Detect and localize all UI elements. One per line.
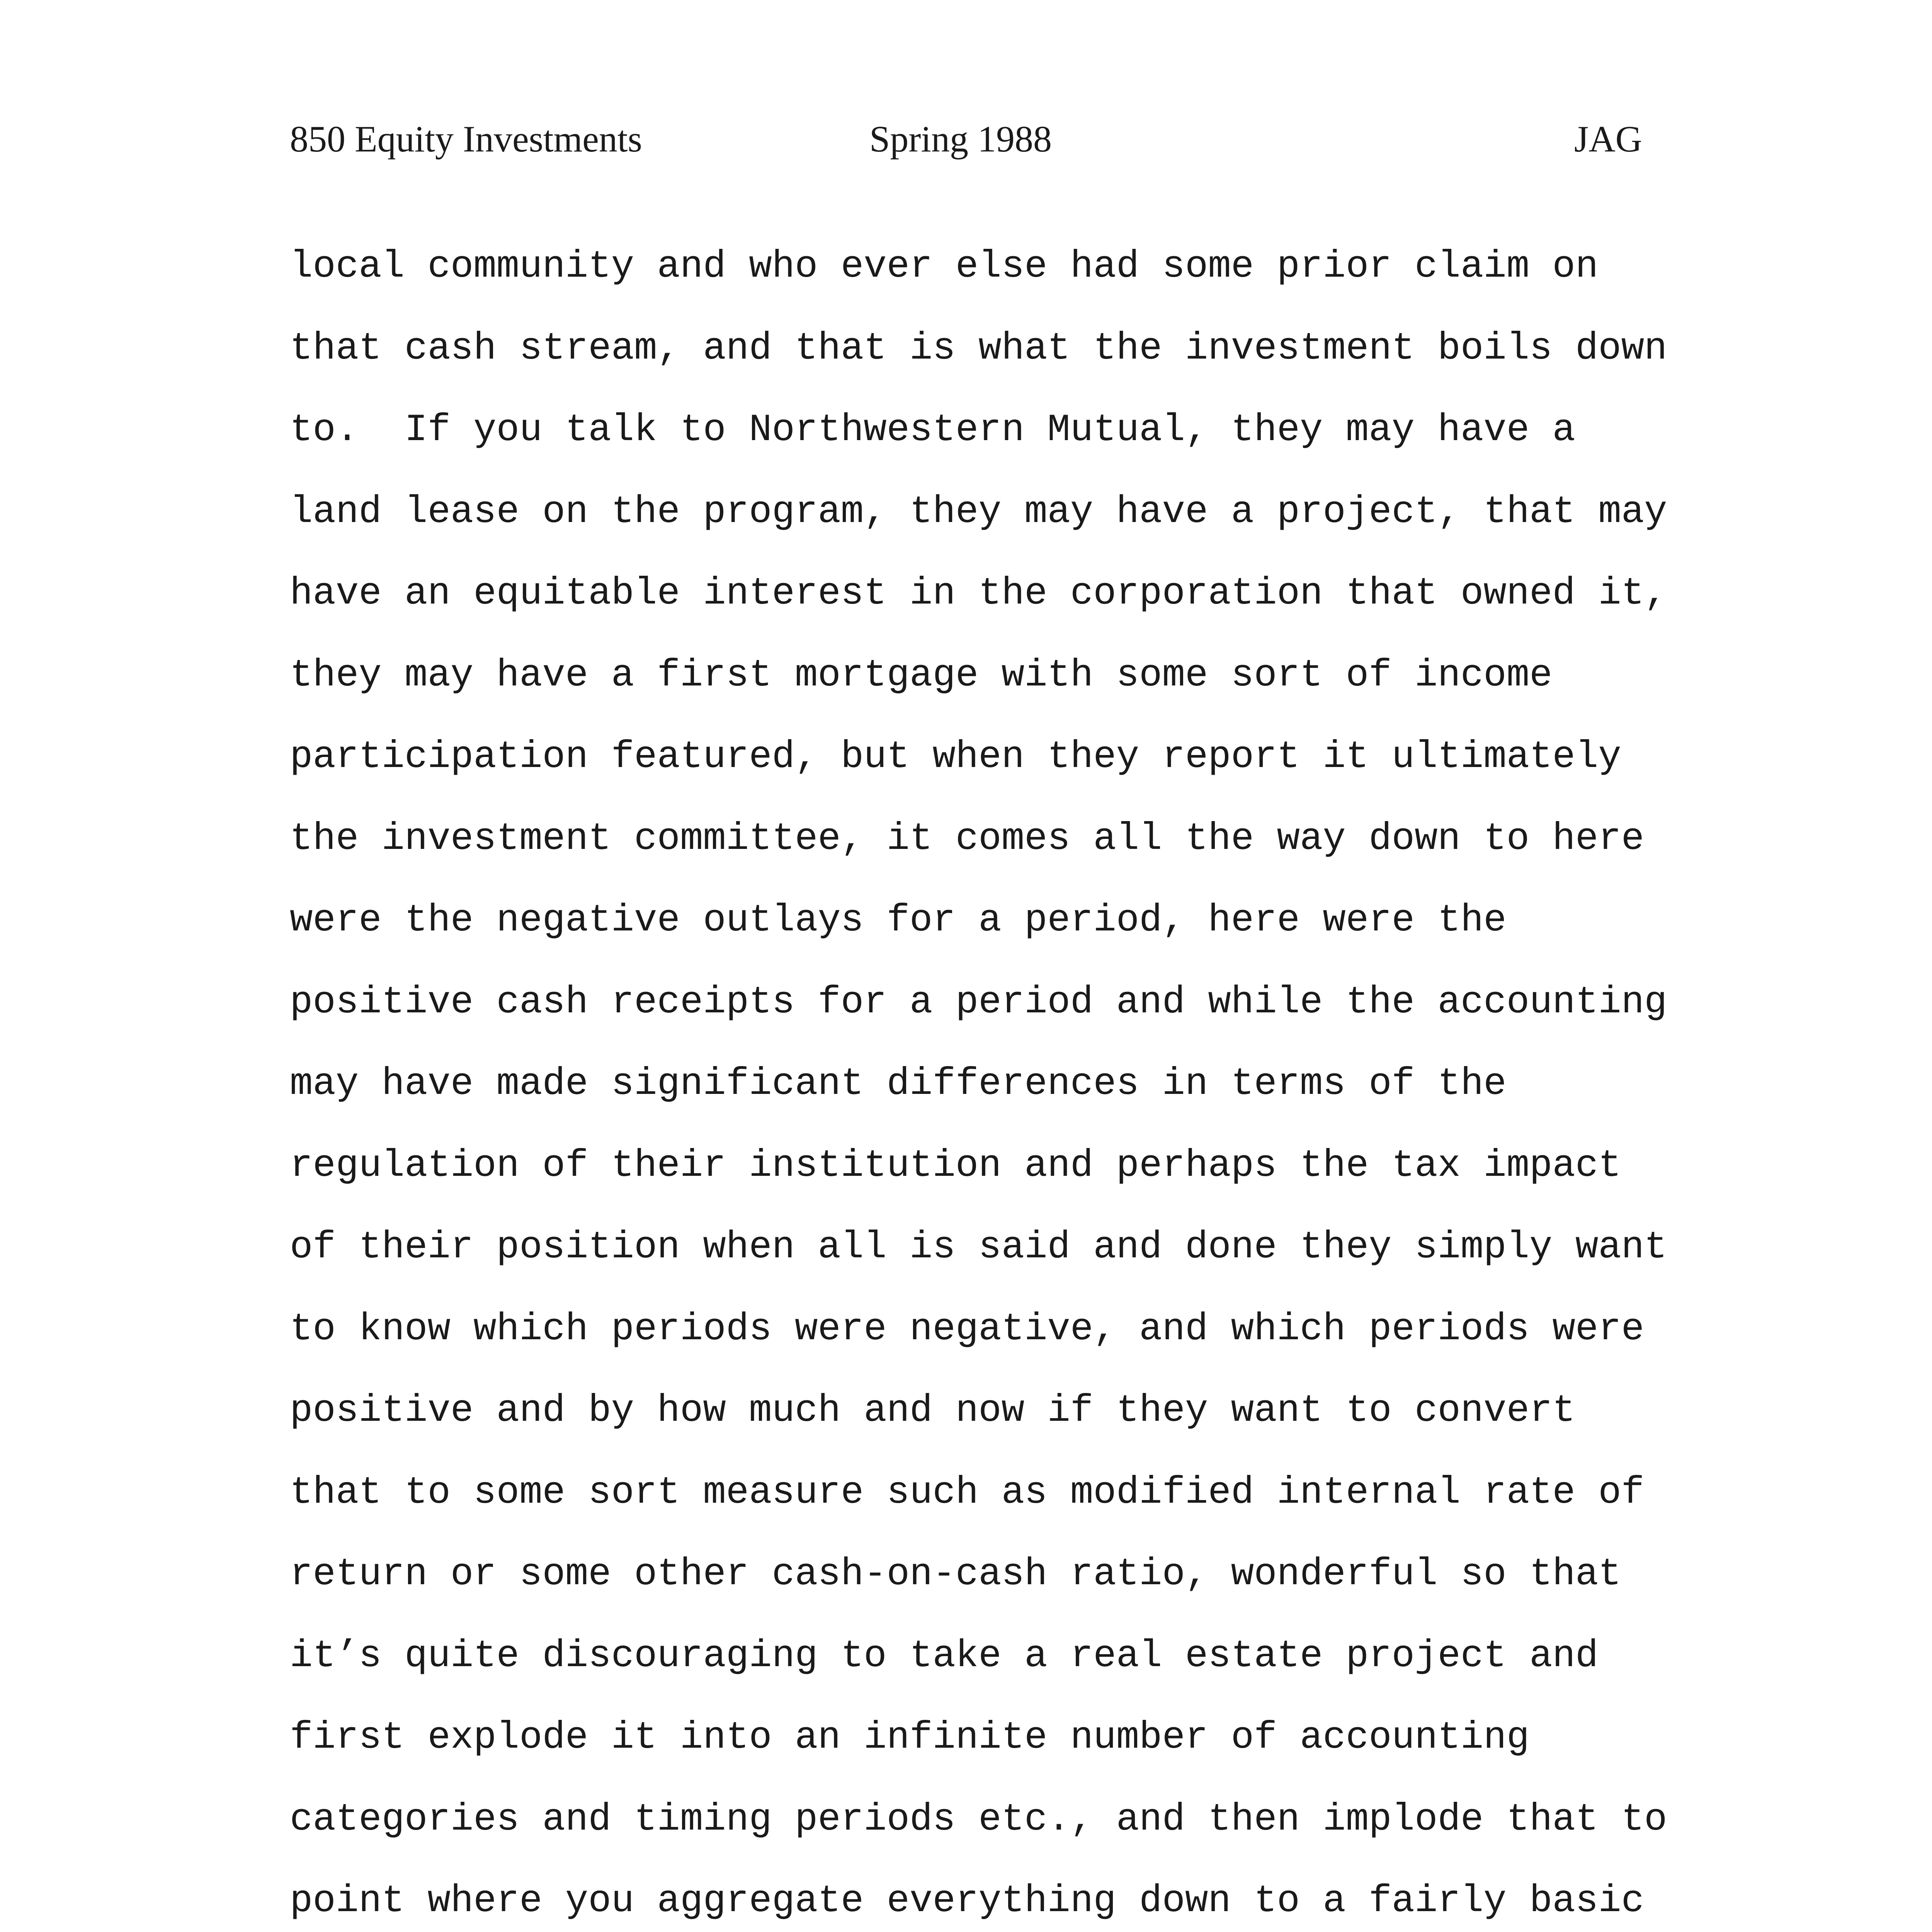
- text-line: of their position when all is said and done they simply want: [290, 1226, 1667, 1269]
- text-line: participation featured, but when they report it ultimately: [290, 735, 1621, 779]
- text-line: land lease on the program, they may have a project, that may: [290, 490, 1667, 534]
- text-line: point where you aggregate everything down to a fairly basic: [290, 1879, 1645, 1923]
- text-line: it’s quite discouraging to take a real estate project and: [290, 1634, 1599, 1678]
- text-line: to. If you talk to Northwestern Mutual, they may have a: [290, 408, 1575, 452]
- text-line: have an equitable interest in the corporation that owned it,: [290, 572, 1667, 615]
- text-line: regulation of their institution and perhaps the tax impact: [290, 1144, 1621, 1187]
- text-line: first explode it into an infinite number of accounting: [290, 1716, 1530, 1759]
- text-line: categories and timing periods etc., and then implode that to: [290, 1798, 1667, 1841]
- body-text: [290, 226, 1719, 1932]
- text-line: positive cash receipts for a period and while the accounting: [290, 980, 1667, 1024]
- text-line: positive and by how much and now if they want to convert: [290, 1389, 1575, 1432]
- text-line: were the negative outlays for a period, here were the: [290, 899, 1507, 942]
- text-line: that to some sort measure such as modified internal rate of: [290, 1471, 1645, 1514]
- page-header: [290, 116, 1642, 162]
- course-title: 850 Equity Investments: [290, 118, 642, 160]
- author-initials: JAG: [1574, 118, 1642, 160]
- text-line: they may have a first mortgage with some sort of income: [290, 653, 1553, 697]
- text-line: return or some other cash-on-cash ratio, wonderful so that: [290, 1553, 1621, 1596]
- term-label: Spring 1988: [869, 118, 1052, 160]
- text-line: that cash stream, and that is what the investment boils down: [290, 327, 1667, 370]
- text-line: may have made significant differences in terms of the: [290, 1062, 1507, 1105]
- text-line: local community and who ever else had some prior claim on: [290, 245, 1599, 288]
- text-line: the investment committee, it comes all the way down to here: [290, 817, 1645, 861]
- text-line: to know which periods were negative, and which periods were: [290, 1307, 1645, 1351]
